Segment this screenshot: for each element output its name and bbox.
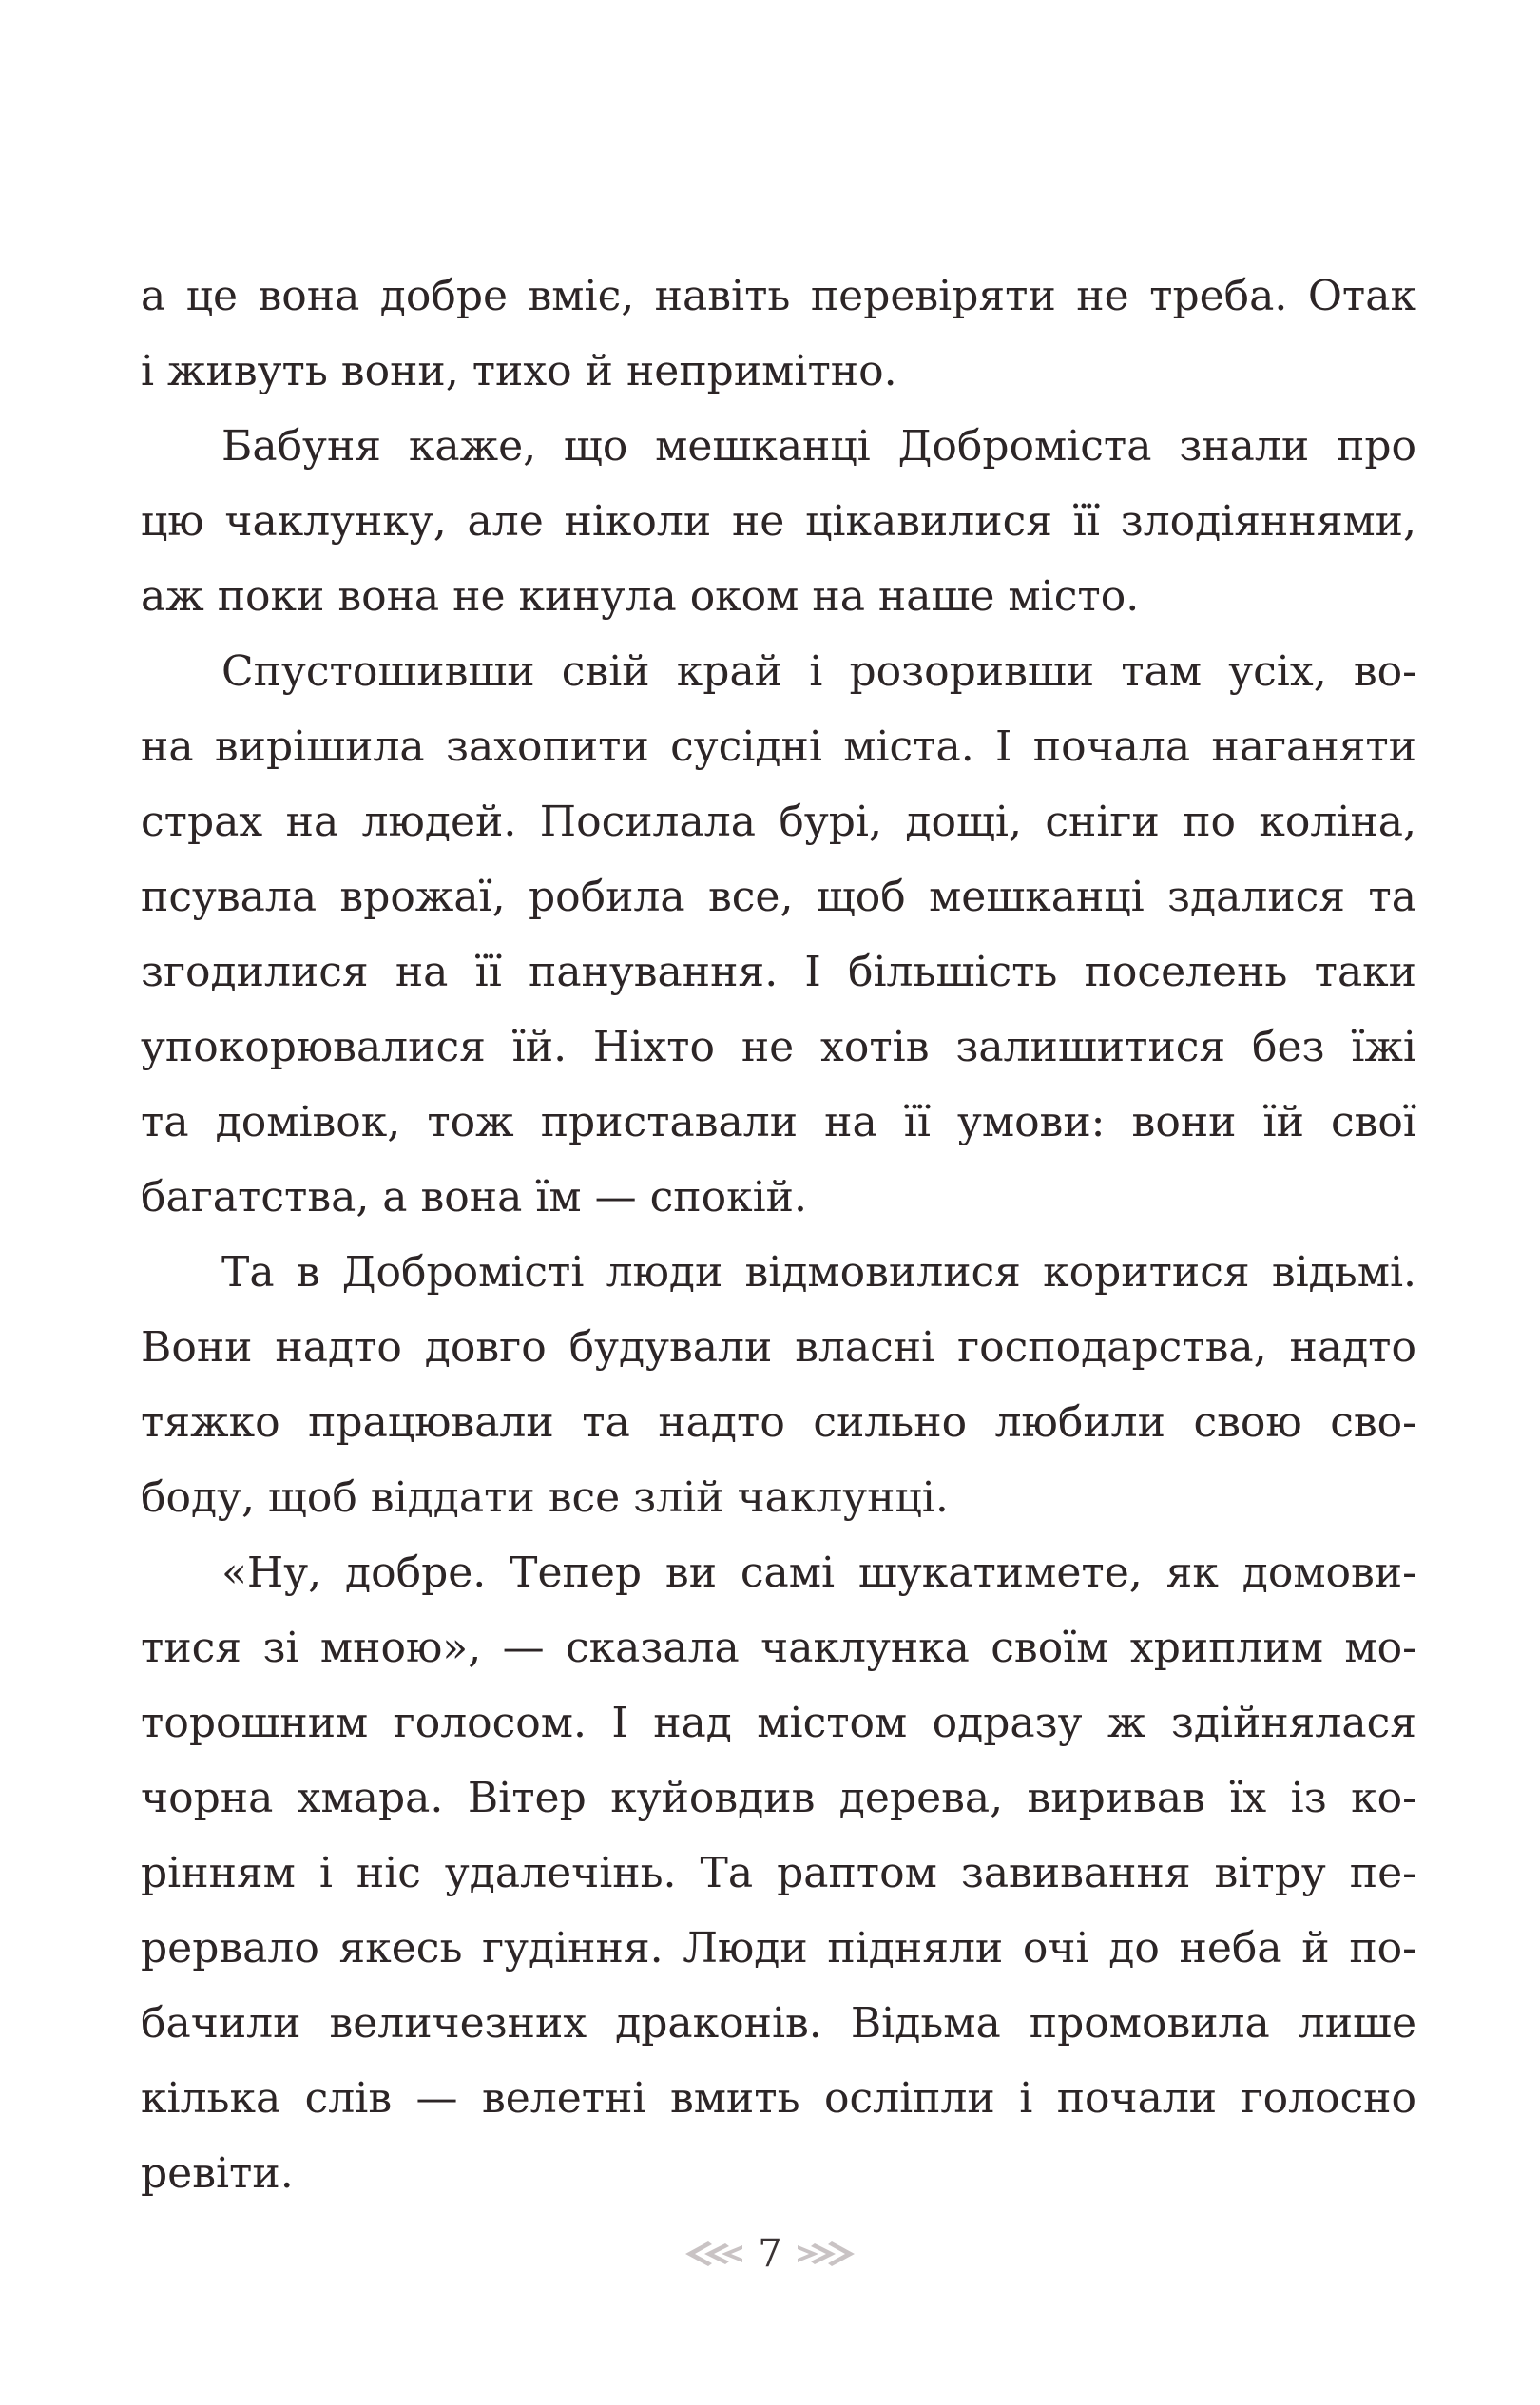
text-line: псувала врожаї, робила все, щоб мешканці здалися та (141, 873, 1416, 921)
text-line: цю чаклунку, але ніколи не цікавилися її злодіяннями, (141, 497, 1416, 546)
text-line: боду, щоб віддати все злій чаклунці. (141, 1473, 949, 1522)
text-line: та домівок, тож приставали на її умови: вони їй свої (141, 1098, 1416, 1146)
text-line: торошним голосом. І над містом одразу ж здійнялася (141, 1699, 1416, 1747)
text-line: рінням і ніс удалечінь. Та раптом завивання вітру пе- (141, 1849, 1416, 1897)
paragraph (141, 634, 1416, 1235)
double-chevron-left-ornament-icon (683, 2238, 744, 2270)
text-line: Вони надто довго будували власні господарства, надто (141, 1323, 1416, 1372)
text-line: упокорювалися їй. Ніхто не хотів залишитися без їжі (141, 1023, 1416, 1071)
paragraph (141, 1535, 1416, 2211)
double-chevron-right-ornament-icon (796, 2238, 857, 2270)
text-line: а це вона добре вміє, навіть перевіряти не треба. Отак (141, 272, 1416, 320)
text-line: Та в Добромісті люди відмовилися коритися відьмі. (221, 1248, 1416, 1297)
text-line: страх на людей. Посилала бурі, дощі, сніги по коліна, (141, 798, 1416, 846)
text-line: аж поки вона не кинула оком на наше місто. (141, 572, 1140, 621)
text-line: тися зі мною», — сказала чаклунка своїм хриплим мо- (141, 1624, 1416, 1672)
page-number: 7 (758, 2232, 782, 2276)
text-line: на вирішила захопити сусідні міста. І почала наганяти (141, 722, 1416, 771)
text-line: бачили величезних драконів. Відьма промовила лише (141, 1999, 1416, 2048)
text-line: Спустошивши свій край і розоривши там усіх, во- (221, 647, 1416, 696)
text-line: чорна хмара. Вітер куйовдив дерева, виривав їх із ко- (141, 1774, 1416, 1822)
text-line: згодилися на її панування. І більшість поселень таки (141, 948, 1416, 996)
body-text (141, 259, 1416, 2211)
text-line: Бабуня каже, що мешканці Добромістa знали про (221, 422, 1416, 471)
paragraph (141, 409, 1416, 634)
paragraph (141, 259, 1416, 409)
text-line: багатства, а вона їм — спокій. (141, 1173, 807, 1222)
text-line: ревіти. (141, 2149, 294, 2198)
text-line: тяжко працювали та надто сильно любили свою сво- (141, 1398, 1416, 1447)
text-line: кілька слів — велетні вмить осліпли і почали голосно (141, 2074, 1416, 2123)
page-footer (0, 2230, 1540, 2278)
text-line: рервало якесь гудіння. Люди підняли очі до неба й по- (141, 1924, 1416, 1972)
text-line: і живуть вони, тихо й непримітно. (141, 347, 897, 395)
text-line: «Ну, добре. Тепер ви самі шукатимете, як домови- (221, 1549, 1416, 1597)
paragraph (141, 1235, 1416, 1535)
